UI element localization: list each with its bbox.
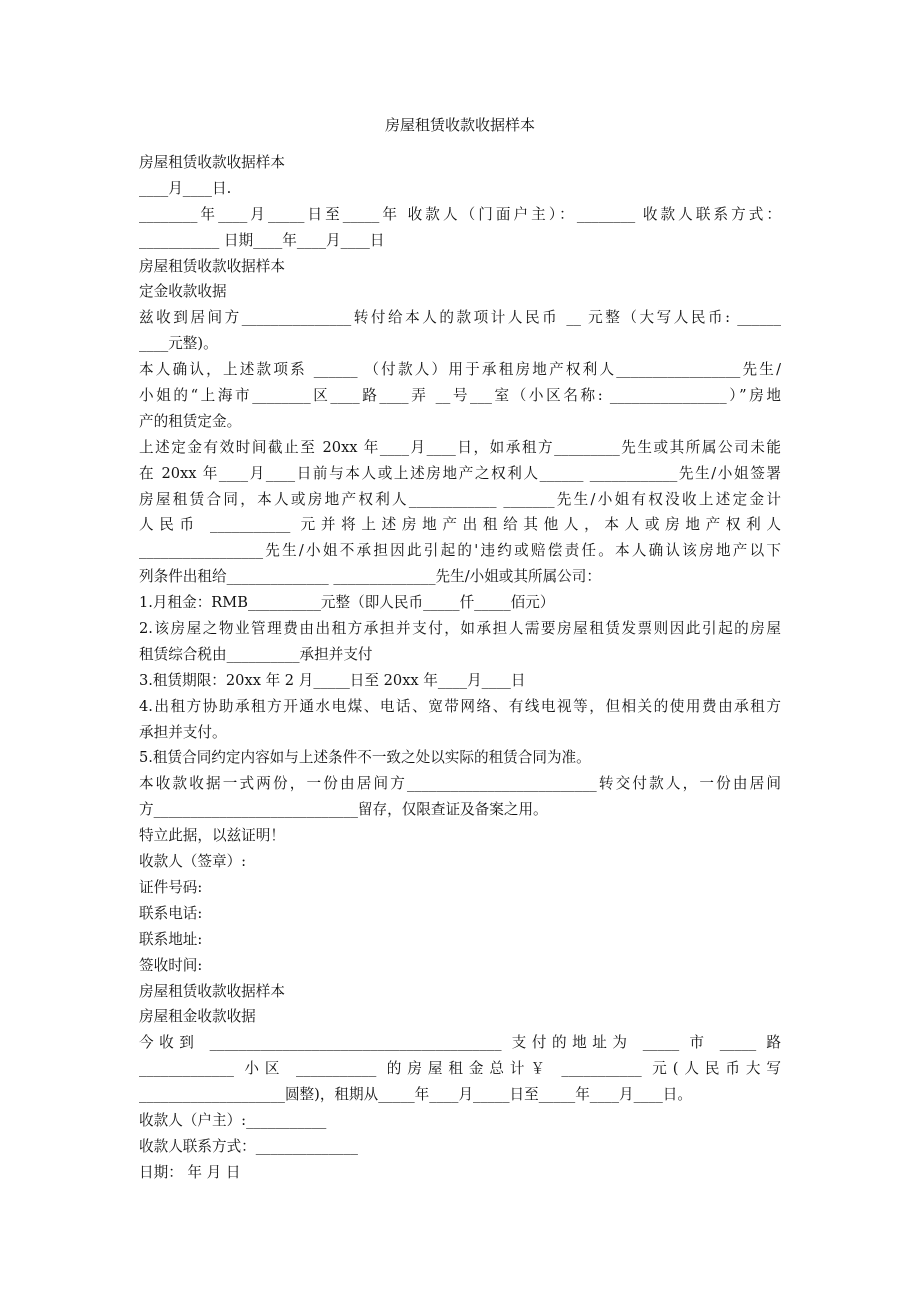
text-line: 本人确认，上述款项系 ______ （付款人）用于承租房地产权利人_________________先生/: [139, 361, 781, 379]
text-line: 上述定金有效时间截止至 20xx 年____月____日，如承租方_________先生或其所属公司未能: [139, 438, 781, 456]
text-line: 收款人（签章）:: [139, 853, 247, 871]
text-line: 方____________________________留存，仅限查证及备案之用。: [139, 801, 548, 819]
text-line: _________________先生/小姐不承担因此引起的'违约或赔偿责任。本人确认该房地产以下: [139, 542, 781, 560]
document-title: 房屋租赁收款收据样本: [384, 116, 535, 134]
text-line: 特立此据，以兹证明！: [139, 827, 285, 845]
text-line: ____月____日.: [139, 179, 232, 197]
text-line: 房屋租赁收款收据样本: [139, 154, 285, 171]
text-line: 租赁综合税由__________承担并支付: [139, 645, 373, 663]
text-line: ____________________圆整)，租期从_____年____月_____日至_____年____月____日。: [139, 1086, 692, 1104]
text-line: _____________ 小区 ___________ 的房屋租金总计￥ ___________ 元(人民币大写: [139, 1060, 781, 1078]
text-line: 房屋租赁收款收据样本: [139, 257, 285, 275]
text-line: ________年____月_____日至_____年 收款人（门面户主）：________ 收款人联系方式：: [139, 205, 781, 223]
text-line: 3.租赁期限：20xx 年 2 月_____日至 20xx 年____月____日: [139, 671, 526, 689]
text-line: 5.租赁合同约定内容如与上述条件不一致之处以实际的租赁合同为准。: [139, 749, 591, 767]
document-body: [139, 150, 781, 1186]
text-line: 4.出租方协助承租方开通水电煤、电话、宽带网络、有线电视等，但相关的使用费由承租方: [139, 697, 781, 715]
text-line: 小姐的“上海市________区____路____弄 __号___室（小区名称: ________________）”房地: [139, 387, 781, 405]
text-line: 2.该房屋之物业管理费由出租方承担并支付，如承担人需要房屋租赁发票则因此引起的房屋: [139, 620, 781, 638]
text-line: 房屋租金收款收据: [139, 1008, 256, 1026]
text-line: 承担并支付。: [139, 723, 227, 741]
text-line: ___________ 日期____年____月____日: [139, 231, 385, 249]
text-line: 证件号码:: [139, 878, 203, 896]
text-line: 今收到 ________________________________________ 支付的地址为 _____ 市 _____ 路: [139, 1034, 781, 1052]
text-line: 在 20xx 年____月____日前与本人或上述房地产之权利人______ ____________先生/小姐签署: [139, 464, 781, 482]
text-line: 收款人（户主）:___________: [139, 1111, 327, 1129]
text-line: 日期： 年 月 日: [139, 1163, 241, 1181]
text-line: 1.月租金：RMB__________元整（即人民币_____仟_____佰元）: [139, 594, 555, 612]
text-line: 兹收到居间方_______________转付给本人的款项计人民币 __ 元整（大写人民币: ______: [139, 309, 781, 327]
text-line: 房屋租赁收款收据样本: [139, 982, 285, 1000]
text-line: 列条件出租给______________ ______________先生/小姐或其所属公司：: [139, 568, 601, 586]
text-line: 定金收款收据: [139, 283, 227, 301]
text-line: 本收款收据一式两份，一份由居间方__________________________转交付款人，一份由居间: [139, 775, 781, 793]
text-line: 产的租赁定金。: [139, 412, 242, 430]
text-line: 联系电话:: [139, 904, 203, 922]
text-line: 联系地址:: [139, 930, 203, 948]
text-line: 房屋租赁合同，本人或房地产权利人____________ _______先生/小姐有权没收上述定金计: [139, 490, 781, 508]
text-line: ____元整)。: [139, 335, 218, 353]
text-line: 人民币 ___________ 元并将上述房地产出租给其他人，本人或房地产权利人: [139, 516, 781, 534]
text-line: 收款人联系方式：______________: [139, 1137, 358, 1155]
text-line: 签收时间:: [139, 956, 203, 974]
